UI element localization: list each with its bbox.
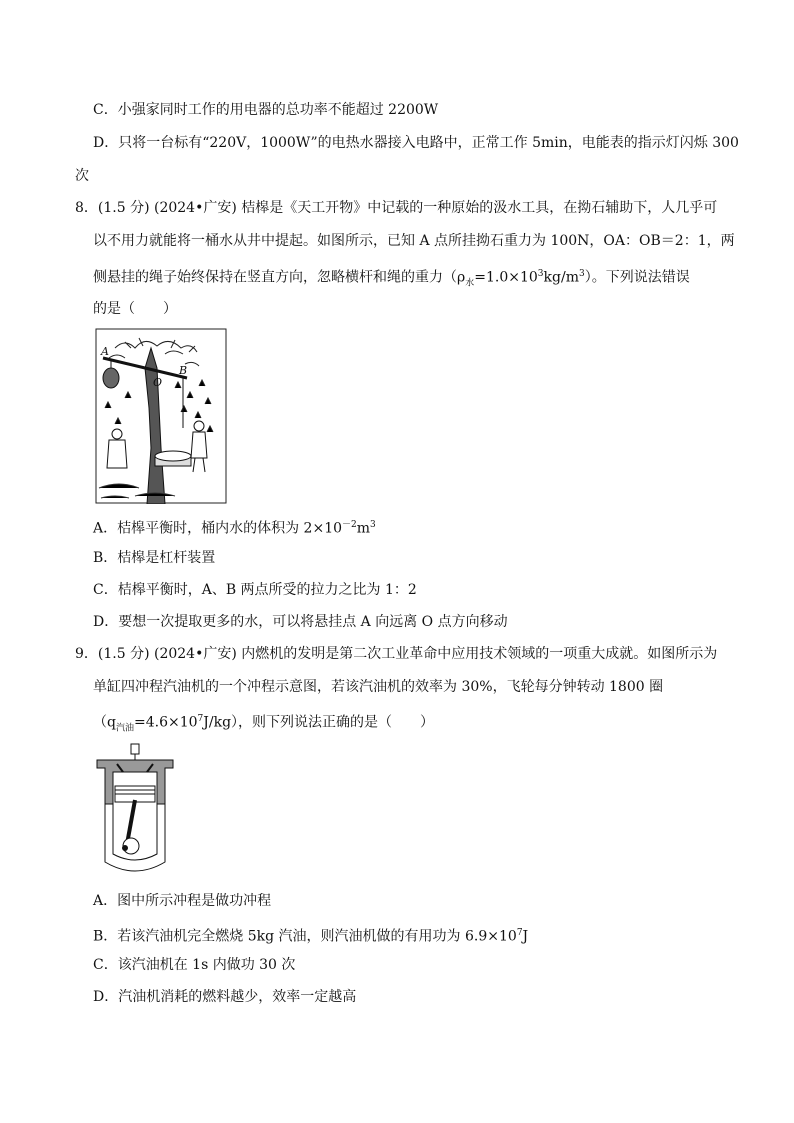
jiegao-figure (95, 328, 227, 504)
q9-option-a: A．图中所示冲程是做功冲程 (93, 893, 272, 909)
q9-option-d: D．汽油机消耗的燃料越少，效率一定越高 (93, 989, 357, 1005)
q8-option-b: B．桔槔是杠杆装置 (93, 550, 216, 566)
label-o: O (153, 376, 163, 389)
engine-figure (95, 742, 175, 880)
q8-option-d: D．要想一次提取更多的水，可以将悬挂点 A 向远离 O 点方向移动 (93, 614, 508, 630)
q7-option-d-line2: 次 (75, 168, 89, 184)
q7-option-c: C．小强家同时工作的用电器的总功率不能超过 2200W (93, 102, 439, 118)
q8-stem-line2: 以不用力就能将一桶水从井中提起。如图所示，已知 A 点所挂拗石重力为 100N，OA：OB＝2：1，两 (93, 233, 735, 249)
q8-stem-line3: 侧悬挂的绳子始终保持在竖直方向，忽略横杆和绳的重力$(\rho_水=1.0\times 10^3kg/m^3)$。下列说法错误 (93, 269, 690, 289)
q9-stem-line2: 单缸四冲程汽油机的一个冲程示意图，若该汽油机的效率为 30%，飞轮每分钟转动 1800 圈 (93, 679, 664, 695)
label-b: B (179, 364, 188, 377)
q8-stem-line1: 8．(1.5 分) (2024•广安) 桔槔是《天工开物》中记载的一种原始的汲水工具，在拗石辅助下，人几乎可 (75, 200, 718, 216)
q8-option-a: A．桔槔平衡时，桶内水的体积为 $2\times 10^{-2}m^3$ (93, 520, 376, 537)
q9-stem-line3: $(q_{汽油}=4.6\times 10^7J/kg)$，则下列说法正确的是（ ） (93, 714, 435, 734)
q7-option-d-line1: D．只将一台标有“220V，1000W”的电热水器接入电路中，正常工作 5min，电能表的指示灯闪烁 300 (93, 135, 739, 151)
q9-option-c: C．该汽油机在 1s 内做功 30 次 (93, 957, 296, 973)
q8-stem-line4: 的是（ ） (93, 301, 177, 317)
label-a: A (101, 345, 109, 358)
q9-stem-line1: 9．(1.5 分) (2024•广安) 内燃机的发明是第二次工业革命中应用技术领域的一项重大成就。如图所示为 (75, 646, 718, 662)
q8-option-c: C．桔槔平衡时，A、B 两点所受的拉力之比为 1：2 (93, 582, 417, 598)
q9-option-b: B．若该汽油机完全燃烧 5kg 汽油，则汽油机做的有用功为 $6.9\times 10^7J$ (93, 928, 529, 945)
